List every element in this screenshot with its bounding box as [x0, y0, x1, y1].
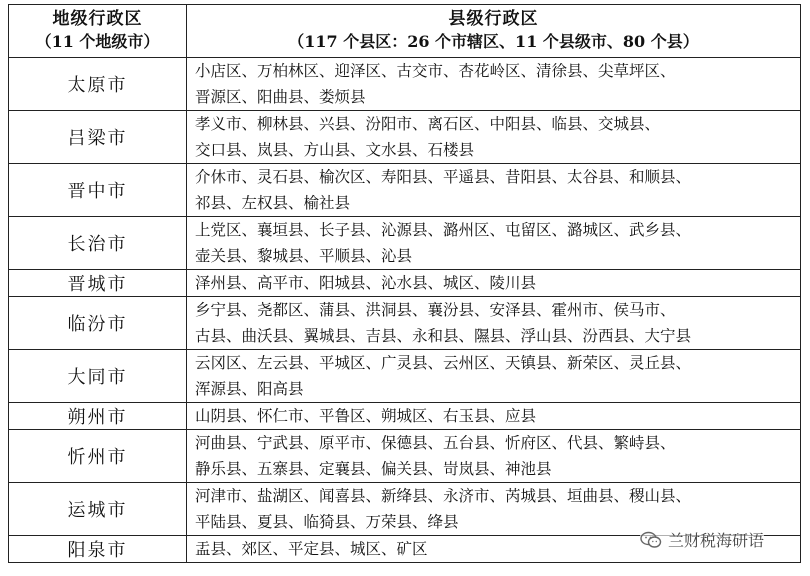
county-list-line: 孝义市、柳林县、兴县、汾阳市、离石区、中阳县、临县、交城县、: [195, 115, 661, 133]
county-list: [187, 217, 801, 270]
prefecture-city-name: 临汾市: [9, 297, 187, 350]
prefecture-city-name: 朔州市: [9, 403, 187, 430]
header-prefecture-title: 地级行政区: [52, 9, 143, 29]
county-list: [187, 403, 801, 430]
prefecture-city-name: 太原市: [9, 58, 187, 111]
watermark-text: 兰财税海研语: [668, 531, 765, 550]
table-row: [9, 403, 801, 430]
county-list-line: 乡宁县、尧都区、蒲县、洪洞县、襄汾县、安泽县、霍州市、侯马市、: [195, 301, 676, 319]
county-list-line: 盂县、郊区、平定县、城区、矿区: [195, 540, 428, 558]
prefecture-city-name: 吕梁市: [9, 111, 187, 164]
table-row: [9, 270, 801, 297]
header-county-title: 县级行政区: [448, 9, 539, 29]
county-list-line: 河津市、盐湖区、闻喜县、新绛县、永济市、芮城县、垣曲县、稷山县、: [195, 487, 692, 505]
county-list-line: 古县、曲沃县、翼城县、吉县、永和县、隰县、浮山县、汾西县、大宁县: [195, 327, 692, 345]
table-row: [9, 164, 801, 217]
prefecture-city-name: 长治市: [9, 217, 187, 270]
county-list-line: 小店区、万柏林区、迎泽区、古交市、杏花岭区、清徐县、尖草坪区、: [195, 62, 676, 80]
table-row: [9, 217, 801, 270]
county-list-line: 上党区、襄垣县、长子县、沁源县、潞州区、屯留区、潞城区、武乡县、: [195, 221, 692, 239]
prefecture-city-name: 忻州市: [9, 430, 187, 483]
county-list: [187, 297, 801, 350]
county-list: [187, 350, 801, 403]
prefecture-city-name: 运城市: [9, 483, 187, 536]
table-row: [9, 430, 801, 483]
table-row: [9, 58, 801, 111]
table-row: [9, 350, 801, 403]
county-list: [187, 164, 801, 217]
county-list-line: 介休市、灵石县、榆次区、寿阳县、平遥县、昔阳县、太谷县、和顺县、: [195, 168, 692, 186]
wechat-icon: [640, 531, 662, 549]
county-list-line: 山阴县、怀仁市、平鲁区、朔城区、右玉县、应县: [195, 407, 537, 425]
table-row: [9, 297, 801, 350]
header-county-subtitle: （117 个县区：26 个市辖区、11 个县级市、80 个县）: [288, 32, 699, 51]
prefecture-city-name: 大同市: [9, 350, 187, 403]
county-list-line: 晋源区、阳曲县、娄烦县: [195, 88, 366, 106]
county-list-line: 泽州县、高平市、阳城县、沁水县、城区、陵川县: [195, 274, 537, 292]
county-list-line: 静乐县、五寨县、定襄县、偏关县、岢岚县、神池县: [195, 460, 552, 478]
watermark: [640, 528, 764, 551]
table-row: [9, 111, 801, 164]
county-list-line: 云冈区、左云县、平城区、广灵县、云州区、天镇县、新荣区、灵丘县、: [195, 354, 692, 372]
header-prefecture-subtitle: （11 个地级市）: [35, 32, 160, 51]
county-list-line: 交口县、岚县、方山县、文水县、石楼县: [195, 141, 475, 159]
county-list: [187, 270, 801, 297]
county-list-line: 平陆县、夏县、临猗县、万荣县、绛县: [195, 513, 459, 531]
prefecture-city-name: 晋中市: [9, 164, 187, 217]
header-prefecture: [9, 5, 187, 58]
county-list: [187, 111, 801, 164]
county-list: [187, 430, 801, 483]
table-header-row: [9, 5, 801, 58]
county-list-line: 祁县、左权县、榆社县: [195, 194, 351, 212]
header-county: [187, 5, 801, 58]
prefecture-city-name: 阳泉市: [9, 536, 187, 563]
admin-division-table: [8, 4, 801, 563]
county-list: [187, 58, 801, 111]
county-list-line: 壶关县、黎城县、平顺县、沁县: [195, 247, 413, 265]
prefecture-city-name: 晋城市: [9, 270, 187, 297]
county-list-line: 河曲县、宁武县、原平市、保德县、五台县、忻府区、代县、繁峙县、: [195, 434, 676, 452]
county-list-line: 浑源县、阳高县: [195, 380, 304, 398]
